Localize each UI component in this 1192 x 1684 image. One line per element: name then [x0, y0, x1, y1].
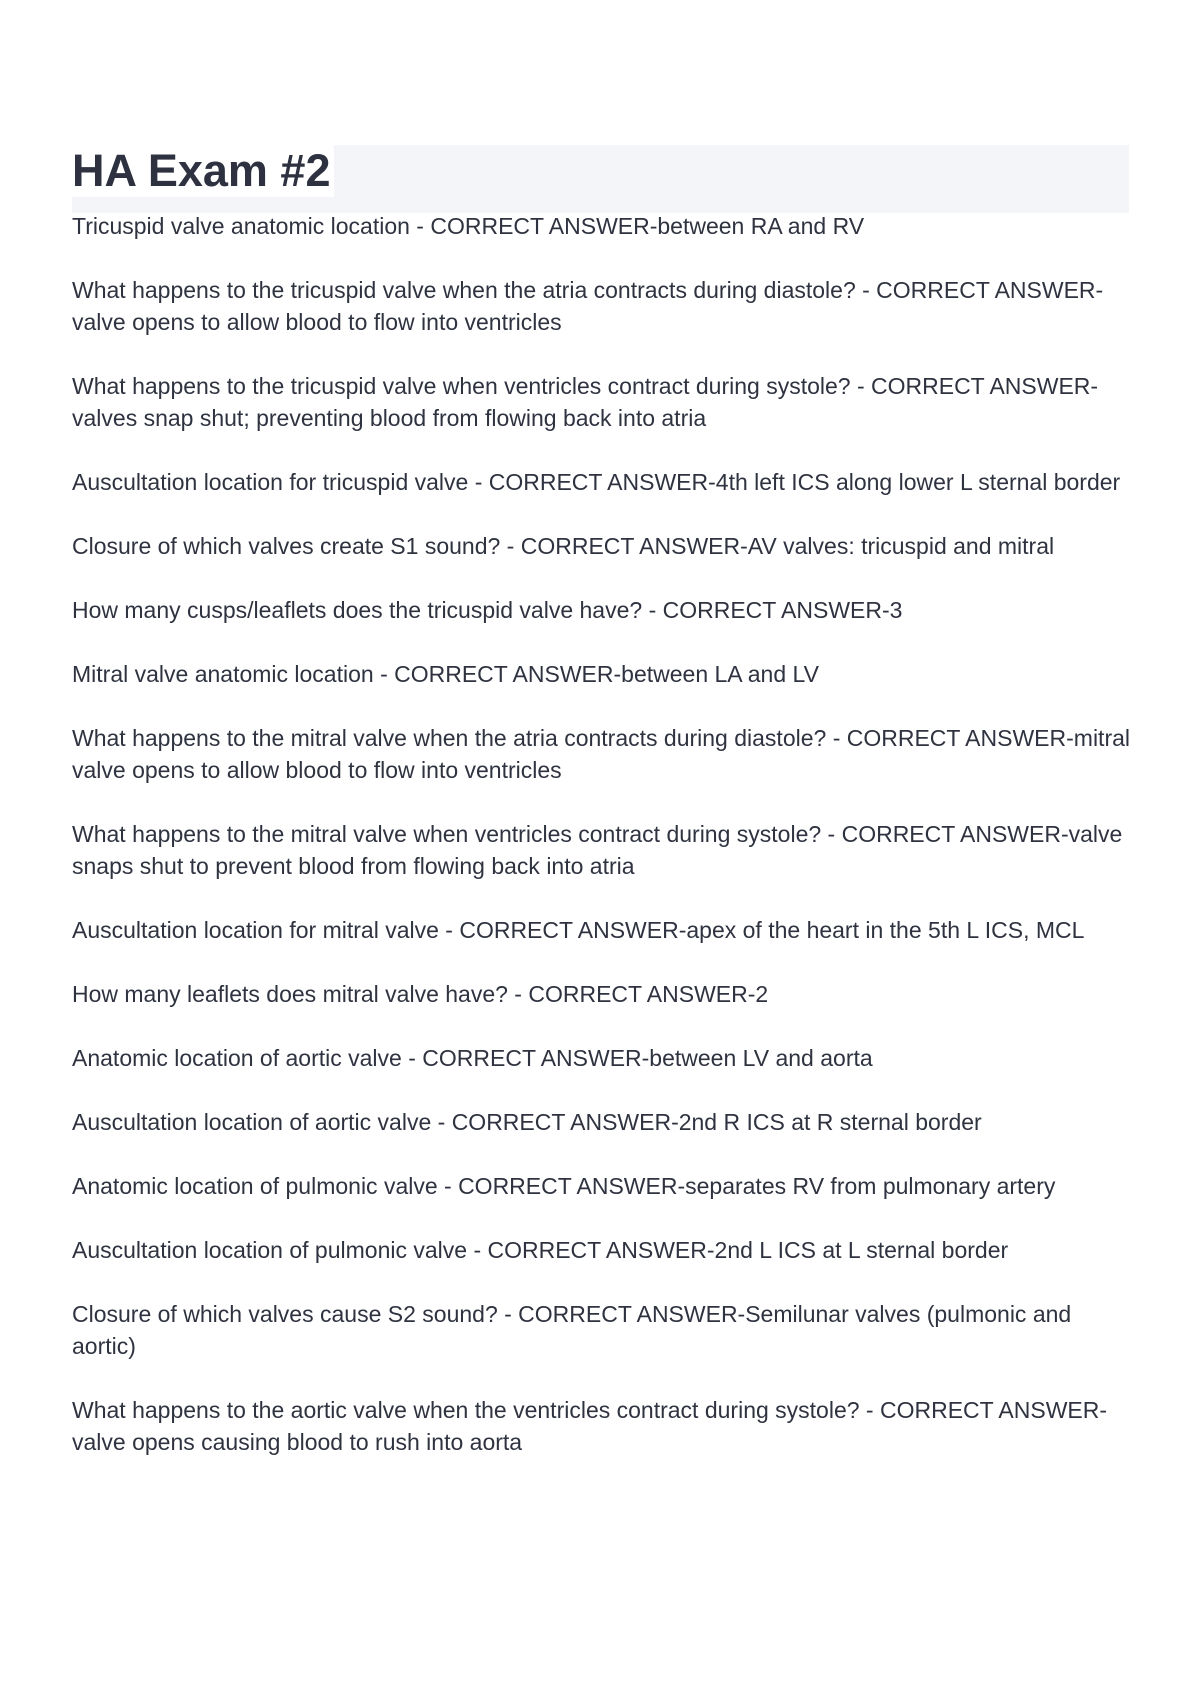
list-item: What happens to the aortic valve when the ventricles contract during systole? - CORRECT ANSWER-valve opens causing blood to rush into aorta [72, 1397, 1108, 1455]
list-item: How many cusps/leaflets does the tricuspid valve have? - CORRECT ANSWER-3 [72, 597, 903, 623]
list-item: Mitral valve anatomic location - CORRECT ANSWER-between LA and LV [72, 661, 819, 687]
list-item: Closure of which valves create S1 sound? - CORRECT ANSWER-AV valves: tricuspid and mitral [72, 533, 1055, 559]
list-item: Auscultation location for mitral valve - CORRECT ANSWER-apex of the heart in the 5th L ICS, MCL [72, 917, 1085, 943]
list-item: Closure of which valves cause S2 sound? - CORRECT ANSWER-Semilunar valves (pulmonic and aortic) [72, 1301, 1072, 1359]
list-item: Anatomic location of aortic valve - CORRECT ANSWER-between LV and aorta [72, 1045, 873, 1071]
list-item: Tricuspid valve anatomic location - CORRECT ANSWER-between RA and RV [72, 213, 865, 239]
list-item: Auscultation location of pulmonic valve - CORRECT ANSWER-2nd L ICS at L sternal border [72, 1237, 1009, 1263]
list-item: What happens to the tricuspid valve when the atria contracts during diastole? - CORRECT ANSWER-valve opens to allow blood to flow into ventricles [72, 277, 1104, 335]
list-item: Auscultation location for tricuspid valve - CORRECT ANSWER-4th left ICS along lower L sternal border [72, 469, 1121, 495]
qa-list [72, 210, 1132, 1490]
list-item: What happens to the mitral valve when the atria contracts during diastole? - CORRECT ANSWER-mitral valve opens to allow blood to flow into ventricles [72, 725, 1130, 783]
list-item: What happens to the mitral valve when ventricles contract during systole? - CORRECT ANSWER-valve snaps shut to prevent blood from flowing back into atria [72, 821, 1123, 879]
list-item: What happens to the tricuspid valve when ventricles contract during systole? - CORRECT ANSWER-valves snap shut; preventing blood from flowing back into atria [72, 373, 1099, 431]
list-item: Auscultation location of aortic valve - CORRECT ANSWER-2nd R ICS at R sternal border [72, 1109, 982, 1135]
list-item: How many leaflets does mitral valve have? - CORRECT ANSWER-2 [72, 981, 769, 1007]
list-item: Anatomic location of pulmonic valve - CORRECT ANSWER-separates RV from pulmonary artery [72, 1173, 1056, 1199]
page-title: HA Exam #2 [72, 145, 334, 197]
